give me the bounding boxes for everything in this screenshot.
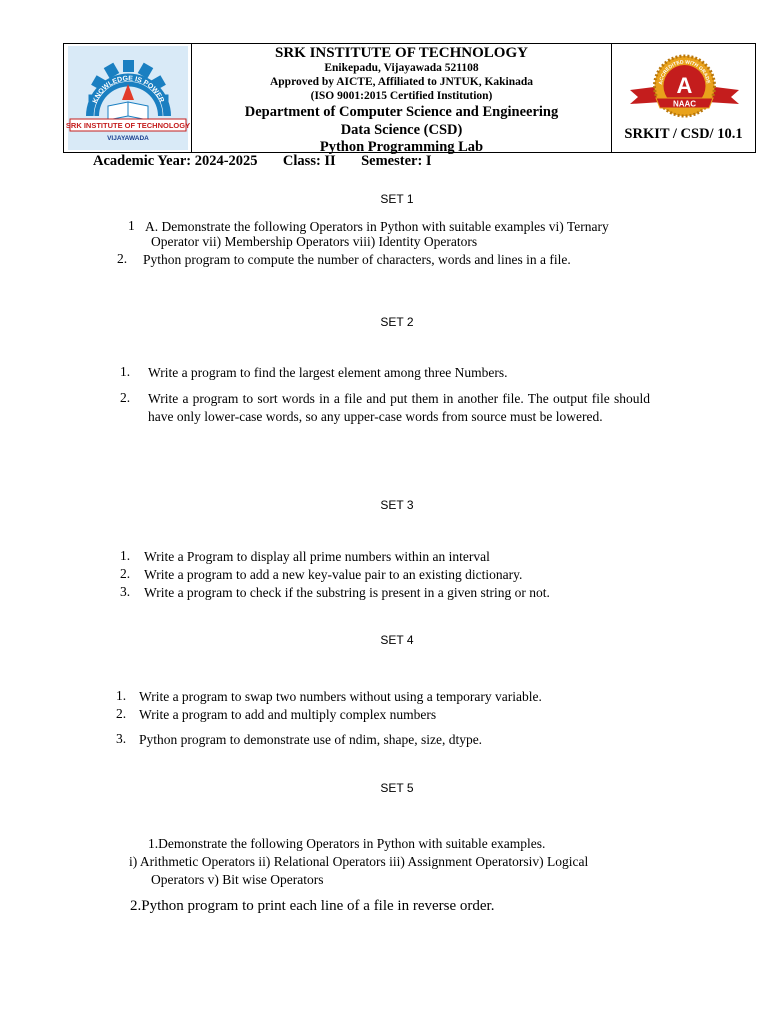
- set-3-q1-text: Write a Program to display all prime numbers within an interval: [144, 549, 490, 564]
- logo-city: VIJAYAWADA: [107, 135, 149, 142]
- set-5-title: SET 5: [380, 781, 414, 795]
- set-5-q1-continuation: Operators v) Bit wise Operators: [151, 872, 324, 887]
- set-4-q2-number: 2.: [116, 706, 127, 721]
- academic-info: Academic Year: 2024-2025 Class: II Semester: I: [93, 153, 432, 169]
- logo-cell: [64, 44, 192, 152]
- set-3-q3-number: 3.: [120, 584, 131, 599]
- institute-address: Enikepadu, Vijayawada 521108: [324, 62, 479, 74]
- set-1-q1-text: A. Demonstrate the following Operators in Python with suitable examples vi) Ternary: [145, 219, 609, 234]
- set-2-q1-text: Write a program to find the largest element among three Numbers.: [148, 365, 508, 380]
- logo-arc-text: KNOWLEDGE IS POWER: [91, 75, 165, 105]
- set-3-q1-number: 1.: [120, 548, 131, 563]
- set-4-q1-number: 1.: [116, 688, 127, 703]
- iso-line: (ISO 9001:2015 Certified Institution): [310, 90, 493, 102]
- set-3-q2-number: 2.: [120, 566, 131, 581]
- set-5-q2-text: 2.Python program to print each line of a file in reverse order.: [130, 898, 495, 914]
- set-4-q3-number: 3.: [116, 731, 127, 746]
- set-3-q3-text: Write a program to check if the substring is present in a given string or not.: [144, 585, 550, 600]
- set-2-q2-number: 2.: [120, 390, 131, 405]
- set-4-q1-text: Write a program to swap two numbers without using a temporary variable.: [139, 689, 542, 704]
- set-4-title: SET 4: [380, 633, 414, 647]
- set-2-title: SET 2: [380, 315, 414, 329]
- badge-grade: A: [676, 73, 693, 98]
- department-name: Department of Computer Science and Engineering: [244, 104, 559, 120]
- set-3-q2-text: Write a program to add a new key-value pair to an existing dictionary.: [144, 567, 523, 582]
- header-table: [63, 43, 756, 153]
- institution-details: [192, 44, 612, 155]
- set-4-q3-text: Python program to demonstrate use of ndim, shape, size, dtype.: [139, 732, 483, 747]
- lab-name: Python Programming Lab: [319, 139, 484, 155]
- set-5-q1-text: 1.Demonstrate the following Operators in Python with suitable examples.: [148, 836, 546, 851]
- logo-institute-name: SRK INSTITUTE OF TECHNOLOGY: [65, 121, 191, 130]
- set-1-q2-number: 2.: [117, 251, 128, 266]
- set-1-q1-number: 1: [128, 218, 135, 233]
- set-4-q2-text: Write a program to add and multiply complex numbers: [139, 707, 437, 722]
- set-2-q2-text: Write a program to sort words in a file and put them in another file. The output file should have only lower-case words, so any upper-case words from source must be lowered.: [148, 391, 650, 424]
- set-3-title: SET 3: [380, 498, 414, 512]
- accreditation-cell: [612, 44, 755, 152]
- set-1-q1-continuation: Operator vii) Membership Operators viii) Identity Operators: [151, 234, 478, 249]
- set-1-q2-text: Python program to compute the number of characters, words and lines in a file.: [143, 252, 571, 267]
- badge-ring-text: ACCREDITED WITH GRADE: [658, 59, 711, 85]
- naac-badge: [612, 46, 757, 126]
- srkit-logo: [64, 44, 192, 152]
- set-2-q1-number: 1.: [120, 364, 131, 379]
- institute-name: SRK INSTITUTE OF TECHNOLOGY: [275, 45, 528, 61]
- set-5-q1-subitems: i) Arithmetic Operators ii) Relational Operators iii) Assignment Operatorsiv) Logical: [129, 854, 589, 869]
- document-code: SRKIT / CSD/ 10.1: [624, 126, 743, 142]
- set-1-title: SET 1: [380, 192, 414, 206]
- approval-line: Approved by AICTE, Affiliated to JNTUK, Kakinada: [269, 76, 534, 88]
- branch-name: Data Science (CSD): [340, 121, 463, 138]
- badge-ribbon-text: NAAC: [672, 99, 697, 109]
